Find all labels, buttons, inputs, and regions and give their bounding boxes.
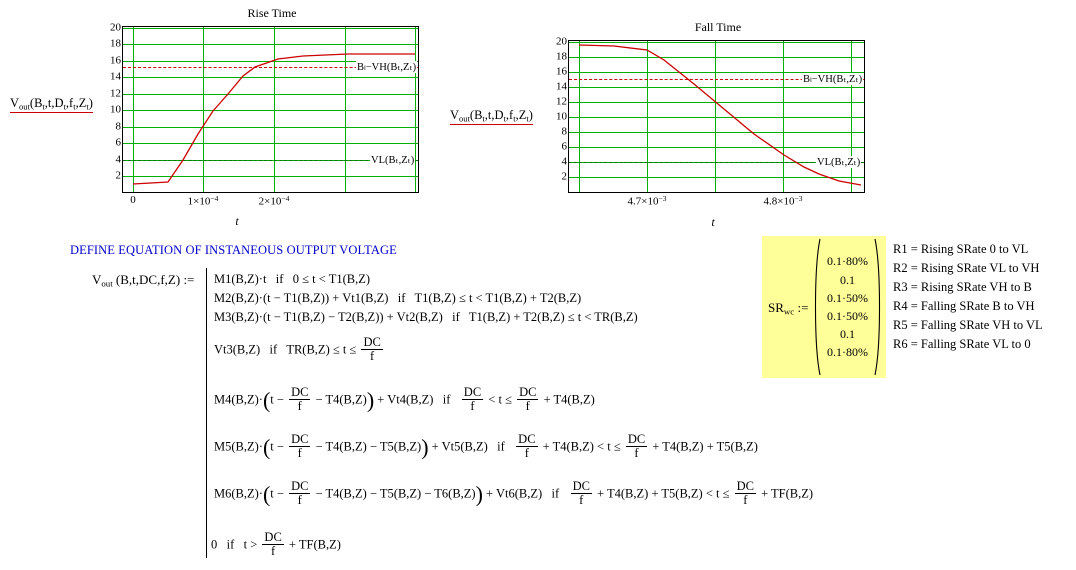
- srwc-description: R2 = Rising SRate VL to VH: [893, 261, 1040, 275]
- equation-case-2: M2(B,Z)·(t − T1(B,Z)) + Vt1(B,Z) if T1(B,Z) ≤ t < T1(B,Z) + T2(B,Z): [214, 291, 582, 305]
- equation-case-3: M3(B,Z)·(t − T1(B,Z) − T2(B,Z)) + Vt2(B,Z) if T1(B,Z) + T2(B,Z) ≤ t < TR(B,Z): [214, 310, 638, 324]
- threshold-label-vl: VL(Bₜ,Zₜ): [371, 155, 415, 166]
- y-tick: 14: [556, 80, 567, 93]
- srwc-value: 0.1·80%: [827, 254, 868, 269]
- chart-title-fall: Fall Time: [694, 20, 742, 34]
- srwc-description: R1 = Rising SRate 0 to VL: [893, 242, 1029, 256]
- y-tick: 16: [110, 54, 121, 67]
- x-axis-label-rise: t: [235, 214, 239, 228]
- rise-plot-area: [110, 21, 419, 208]
- equation-case-5: M4(B,Z)·(t − $\frac{DC}{f}$ − T4(B,Z)) + Vt4(B,Z) if $\frac{DC}{f}$ < t ≤ $\frac{DC}{f}$ + T4(B,Z): [214, 385, 595, 414]
- y-tick: 4: [115, 153, 121, 166]
- srwc-description: R3 = Rising SRate VH to B: [893, 280, 1032, 294]
- srwc-matrix: [811, 238, 884, 376]
- y-tick: 2: [115, 169, 121, 182]
- y-tick: 20: [110, 21, 121, 34]
- left-paren: [811, 238, 821, 376]
- rise-time-chart: [110, 6, 422, 228]
- y-axis-label-fall: $V_{out}(B_t,t,D_t,f_t,Z_t)$: [450, 108, 533, 124]
- y-tick: 16: [556, 65, 567, 78]
- rise-waveform: [123, 27, 420, 194]
- x-tick: $4.7\times 10^{-3}$: [627, 194, 667, 208]
- threshold-label-vl: VL(Bₜ,Zₜ): [817, 157, 861, 168]
- y-tick: 6: [561, 140, 567, 153]
- chart-title-rise: Rise Time: [247, 6, 297, 20]
- x-tick: $1\times 10^{-4}$: [187, 194, 219, 208]
- y-tick: 2: [561, 170, 567, 183]
- x-tick: $2\times 10^{-4}$: [258, 194, 290, 208]
- equation-case-8: 0 if t > $\frac{DC}{f}$ + TF(B,Z): [211, 530, 341, 559]
- x-tick: $4.8\times 10^{-3}$: [763, 194, 803, 208]
- srwc-value: 0.1: [840, 327, 855, 342]
- srwc-value: 0.1·80%: [827, 345, 868, 360]
- y-tick: 18: [110, 37, 121, 50]
- equation-case-1: M1(B,Z)·t if 0 ≤ t < T1(B,Z): [214, 272, 371, 286]
- equation-case-6: M5(B,Z)·(t − $\frac{DC}{f}$ − T4(B,Z) − T5(B,Z)) + Vt5(B,Z) if $\frac{DC}{f}$ + T4(B,Z) < t ≤ $\frac{DC}{f}$ + T4(B,Z) + T5(B,Z): [214, 432, 758, 461]
- fall-time-chart: [556, 20, 868, 229]
- srwc-descriptions: [893, 240, 1043, 354]
- srwc-value: 0.1·50%: [827, 290, 868, 305]
- equation-lhs: $V_{out}$ (B,t,DC,f,Z) :=: [92, 272, 195, 289]
- threshold-label-vh: Bₗ−VH(Bₜ,Zₜ): [803, 74, 863, 85]
- srwc-description: R6 = Falling SRate VL to 0: [893, 337, 1031, 351]
- fall-plot-area: [556, 35, 865, 208]
- right-paren: [874, 238, 884, 376]
- y-tick: 20: [556, 35, 567, 48]
- x-tick: 0: [130, 194, 136, 206]
- srwc-label: $SR_{wc}$ :=: [768, 300, 809, 317]
- srwc-value: 0.1·50%: [827, 309, 868, 323]
- equation-case-7: M6(B,Z)·(t − $\frac{DC}{f}$ − T4(B,Z) − T5(B,Z) − T6(B,Z)) + Vt6(B,Z) if $\frac{DC}{f}$ + T4(B,Z) + T5(B,Z) < t ≤ $\frac{DC}{f}$ + TF(B,Z): [214, 479, 814, 508]
- y-tick: 12: [556, 95, 567, 108]
- y-tick: 14: [110, 70, 121, 83]
- x-axis-label-fall: t: [711, 215, 715, 229]
- y-tick: 18: [556, 50, 567, 63]
- define-heading: DEFINE EQUATION OF INSTANEOUS OUTPUT VOLTAGE: [70, 243, 397, 257]
- fall-waveform: [569, 41, 866, 194]
- y-tick: 10: [556, 110, 567, 123]
- y-tick: 6: [115, 136, 121, 149]
- y-tick: 4: [561, 155, 567, 168]
- equation-brace: [206, 268, 207, 558]
- y-tick: 8: [115, 120, 121, 133]
- threshold-label-vh: Bₗ−VH(Bₜ,Zₜ): [357, 62, 417, 73]
- equation-case-4: Vt3(B,Z) if TR(B,Z) ≤ t ≤ $\frac{DC}{f}$: [214, 335, 381, 364]
- srwc-value: 0.1: [840, 272, 855, 287]
- y-tick: 10: [110, 103, 121, 116]
- srwc-description: R4 = Falling SRate B to VH: [893, 299, 1035, 313]
- y-tick: 8: [561, 125, 567, 138]
- srwc-description: R5 = Falling SRate VH to VL: [893, 318, 1043, 332]
- y-axis-label-rise: $V_{out}(B_t,t,D_t,f_t,Z_t)$: [10, 96, 93, 112]
- y-tick: 12: [110, 87, 121, 100]
